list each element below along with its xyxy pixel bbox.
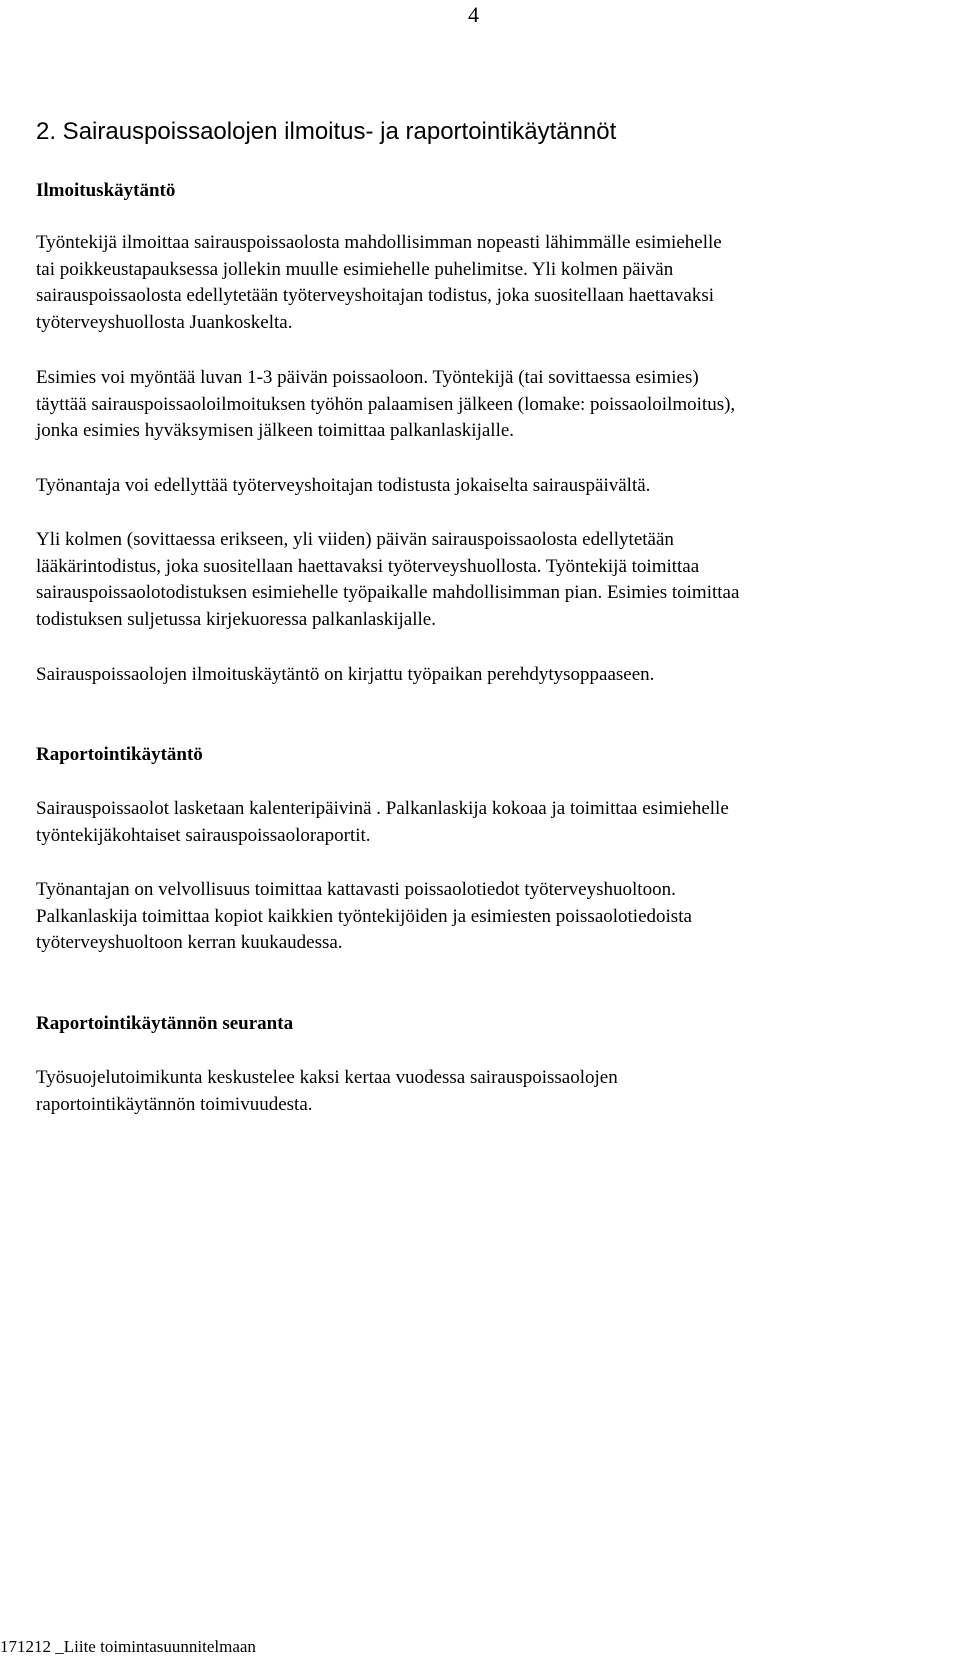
text-line: Yli kolmen (sovittaessa erikseen, yli viiden) päivän sairauspoissaolosta edellytetään bbox=[36, 529, 674, 550]
text-line: sairauspoissaolotodistuksen esimiehelle työpaikalle mahdollisimman pian. Esimies toimittaa bbox=[36, 582, 740, 604]
text-line: Palkanlaskija toimittaa kopiot kaikkien työntekijöiden ja esimiesten poissaolotiedoista bbox=[36, 905, 692, 927]
paragraph bbox=[36, 365, 735, 445]
text-line: raportointikäytännön toimivuudesta. bbox=[36, 1093, 313, 1115]
page-title: 2. Sairauspoissaolojen ilmoitus- ja raportointikäytännöt bbox=[36, 118, 617, 145]
footer: 171212 _Liite toimintasuunnitelmaan bbox=[0, 1637, 256, 1656]
text-line: Sairauspoissaolot lasketaan kalenteripäivinä . Palkanlaskija kokoaa ja toimittaa esimiehelle bbox=[36, 798, 729, 819]
paragraph bbox=[36, 230, 722, 337]
text-line: Työnantaja voi edellyttää työterveyshoitajan todistusta jokaiselta sairauspäivältä. bbox=[36, 475, 651, 496]
page-number: 4 bbox=[468, 2, 479, 27]
text-line: lääkärintodistus, joka suositellaan haettavaksi työterveyshuollosta. Työntekijä toimittaa bbox=[36, 555, 700, 577]
text-line: Esimies voi myöntää luvan 1-3 päivän poissaoloon. Työntekijä (tai sovittaessa esimies) bbox=[36, 367, 699, 388]
text-line: sairauspoissaolosta edellytetään työterveyshoitajan todistus, joka suositellaan haettavaksi bbox=[36, 285, 715, 307]
text-line: jonka esimies hyväksymisen jälkeen toimittaa palkanlaskijalle. bbox=[36, 420, 515, 442]
section-heading-raportointikaytanto: Raportointikäytäntö bbox=[36, 744, 203, 765]
text-line: Työsuojelutoimikunta keskustelee kaksi kertaa vuodessa sairauspoissaolojen bbox=[36, 1067, 618, 1088]
paragraph bbox=[36, 877, 692, 957]
text-line: työterveyshuoltoon kerran kuukaudessa. bbox=[36, 932, 343, 954]
text-line: tai poikkeustapauksessa jollekin muulle esimiehelle puhelimitse. Yli kolmen päivän bbox=[36, 258, 674, 280]
paragraph bbox=[36, 527, 739, 634]
text-line: täyttää sairauspoissaoloilmoituksen työhön palaamisen jälkeen (lomake: poissaoloilmoitus), bbox=[36, 393, 736, 415]
text-line: Työnantajan on velvollisuus toimittaa kattavasti poissaolotiedot työterveyshuoltoon. bbox=[36, 879, 676, 900]
paragraph bbox=[36, 473, 650, 500]
text-line: todistuksen suljetussa kirjekuoressa palkanlaskijalle. bbox=[36, 609, 436, 631]
paragraph bbox=[36, 796, 729, 849]
section-heading-raportointikaytannon-seuranta: Raportointikäytännön seuranta bbox=[36, 1013, 294, 1034]
text-line: Sairauspoissaolojen ilmoituskäytäntö on kirjattu työpaikan perehdytysoppaaseen. bbox=[36, 664, 655, 685]
text-line: työntekijäkohtaiset sairauspoissaoloraportit. bbox=[36, 824, 371, 846]
paragraph bbox=[36, 662, 654, 689]
paragraph bbox=[36, 1065, 618, 1118]
text-line: Työntekijä ilmoittaa sairauspoissaolosta mahdollisimman nopeasti lähimmälle esimiehelle bbox=[36, 232, 722, 253]
text-line: työterveyshuollosta Juankoskelta. bbox=[36, 312, 293, 334]
section-heading-ilmoituskaytanto: Ilmoituskäytäntö bbox=[36, 180, 176, 201]
